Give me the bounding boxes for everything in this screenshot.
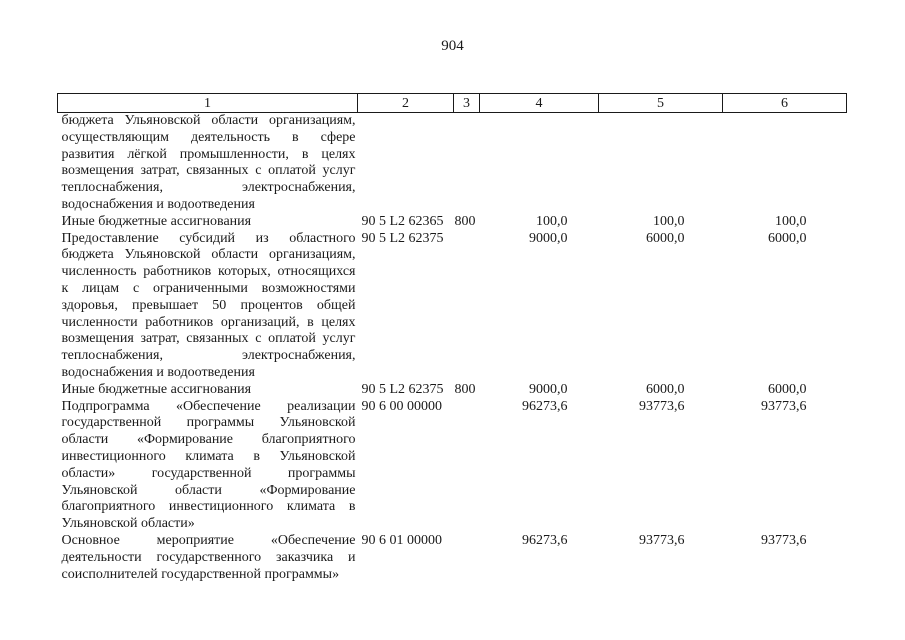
row-value-1 <box>480 113 599 214</box>
row-value-3: 93773,6 <box>761 532 807 548</box>
header-cell-3: 3 <box>454 94 480 113</box>
header-cell-4: 4 <box>480 94 599 113</box>
header-cell-6: 6 <box>723 94 847 113</box>
row-vr <box>454 231 480 382</box>
row-code: 90 5 L2 62375 <box>361 230 444 246</box>
row-code <box>358 113 454 214</box>
row-value-2: 93773,6 <box>639 532 685 548</box>
table-row <box>58 533 847 583</box>
row-code: 90 5 L2 62375 <box>361 381 444 397</box>
row-value-3 <box>723 113 847 214</box>
row-description: Иные бюджетные ассигнования <box>61 381 252 397</box>
row-value-1: 96273,6 <box>522 398 568 414</box>
header-row <box>58 94 847 113</box>
page-number: 904 <box>441 38 464 54</box>
row-vr: 800 <box>454 381 476 397</box>
table-row <box>58 399 847 533</box>
row-value-3: 93773,6 <box>761 398 807 414</box>
table-body <box>58 113 847 584</box>
table-row <box>58 231 847 382</box>
row-description: Иные бюджетные ассигнования <box>61 213 252 229</box>
table-row <box>58 382 847 399</box>
row-value-3: 6000,0 <box>768 381 807 397</box>
row-value-1: 9000,0 <box>529 381 568 397</box>
row-value-2: 6000,0 <box>646 381 685 397</box>
row-vr: 800 <box>454 213 476 229</box>
table-row <box>58 214 847 231</box>
header-cell-1: 1 <box>58 94 358 113</box>
row-vr <box>454 533 480 583</box>
row-description: бюджета Ульяновской области организациям, осуществляющим деятельность в сфере развития лёгкой промышленности, в целях возмещения затрат, связанных с оплатой услуг теплоснабжения, электроснабжения, водоснабжения и водоотведения <box>61 113 356 212</box>
row-value-3: 6000,0 <box>768 230 807 246</box>
row-value-2: 6000,0 <box>646 230 685 246</box>
row-value-1: 9000,0 <box>529 230 568 246</box>
table-row <box>58 113 847 214</box>
row-value-3: 100,0 <box>775 213 807 229</box>
row-value-1: 100,0 <box>536 213 568 229</box>
row-value-1: 96273,6 <box>522 532 568 548</box>
header-cell-2: 2 <box>358 94 454 113</box>
row-value-2: 93773,6 <box>639 398 685 414</box>
header-cell-5: 5 <box>599 94 723 113</box>
row-code: 90 5 L2 62365 <box>361 213 444 229</box>
table-header <box>58 94 847 113</box>
row-vr <box>454 399 480 533</box>
row-value-2: 100,0 <box>653 213 685 229</box>
budget-table <box>57 93 847 583</box>
row-description: Предоставление субсидий из областного бюджета Ульяновской области организациям, численность работников которых, относящихся к лицам с ограниченными возможностями здоровья, превышает 50 процентов общей численности работников организаций, в целях возмещения затрат, связанных с оплатой услуг теплоснабжения, электроснабжения, водоснабжения и водоотведения <box>61 230 356 380</box>
row-vr <box>454 113 480 214</box>
row-code: 90 6 00 00000 <box>361 398 442 414</box>
row-code: 90 6 01 00000 <box>361 532 442 548</box>
row-value-2 <box>599 113 723 214</box>
row-description: Основное мероприятие «Обеспечение деятельности государственного заказчика и соисполнителей государственной программы» <box>61 532 356 582</box>
row-description: Подпрограмма «Обеспечение реализации государственной программы Ульяновской области «Формирование благоприятного инвестиционного климата в Ульяновской области» государственной программы Ульяновской области «Формирование благоприятного инвестиционного климата в Ульяновской области» <box>61 398 356 532</box>
